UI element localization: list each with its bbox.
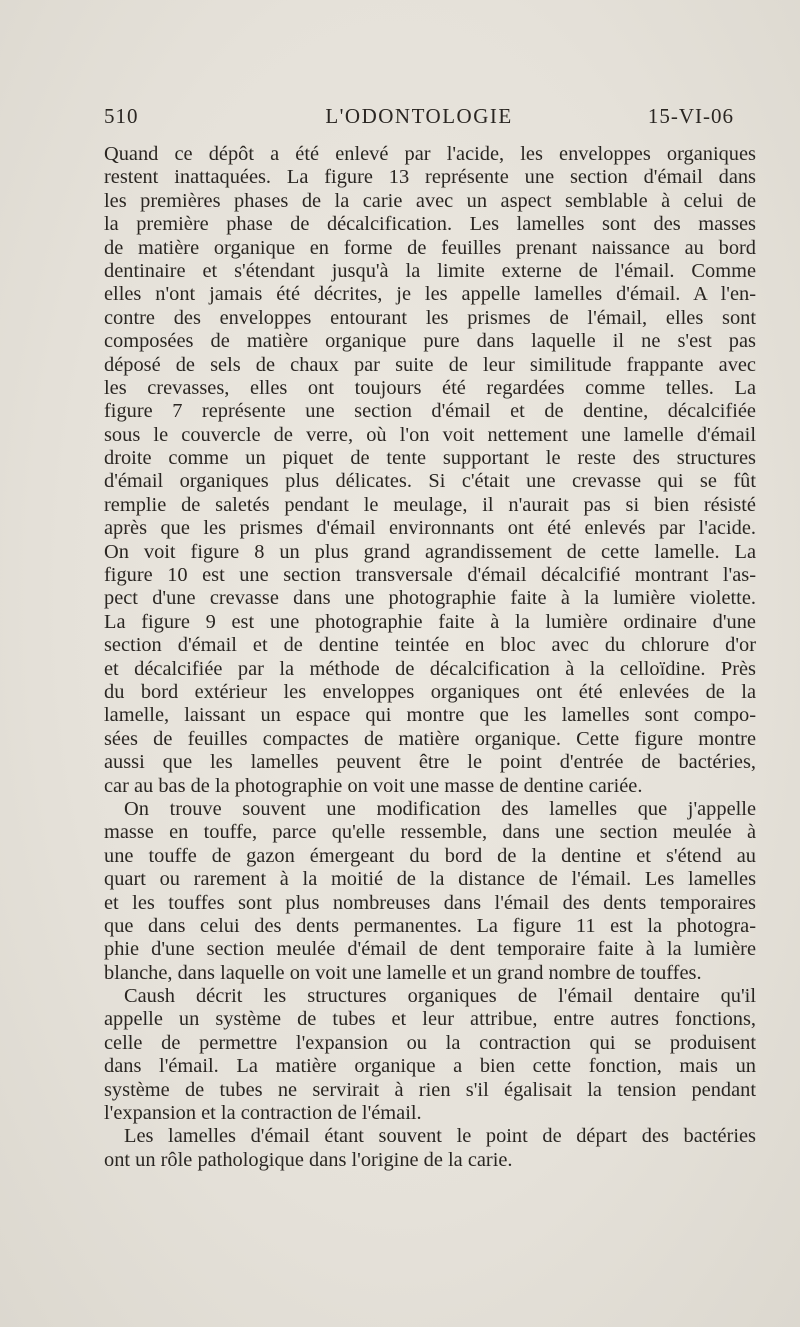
text-line: déposé de sels de chaux par suite de leur similitude frappante avec bbox=[104, 353, 756, 376]
paragraph bbox=[104, 143, 756, 798]
text-line: du bord extérieur les enveloppes organiques ont été enlevées de la bbox=[104, 680, 756, 703]
text-line: On trouve souvent une modification des lamelles que j'appelle bbox=[124, 797, 756, 820]
issue-date: 15-VI-06 bbox=[647, 104, 734, 128]
text-line: remplie de saletés pendant le meulage, il n'aurait pas si bien résisté bbox=[104, 493, 756, 516]
text-line: figure 10 est une section transversale d'émail décalcifié montrant l'as- bbox=[104, 564, 756, 587]
text-line: Les lamelles d'émail étant souvent le point de départ des bactéries bbox=[124, 1125, 756, 1148]
text-line: Caush décrit les structures organiques de l'émail dentaire qu'il bbox=[124, 985, 756, 1008]
text-line: composées de matière organique pure dans laquelle il ne s'est pas bbox=[104, 330, 756, 353]
text-line: une touffe de gazon émergeant du bord de la dentine et s'étend au bbox=[104, 844, 756, 867]
text-line: après que les prismes d'émail environnants ont été enlevés par l'acide. bbox=[104, 517, 756, 540]
text-line: phie d'une section meulée d'émail de dent temporaire faite à la lumière bbox=[104, 938, 756, 961]
text-line: Quand ce dépôt a été enlevé par l'acide, les enveloppes organiques bbox=[104, 143, 756, 165]
text-line: blanche, dans laquelle on voit une lamelle et un grand nombre de touffes. bbox=[104, 961, 702, 984]
paragraph bbox=[104, 985, 756, 1125]
text-line: la première phase de décalcification. Les lamelles sont des masses bbox=[104, 213, 756, 236]
text-line: droite comme un piquet de tente supportant le reste des structures bbox=[104, 447, 756, 470]
text-line: contre des enveloppes entourant les prismes de l'émail, elles sont bbox=[104, 306, 756, 329]
text-line: celle de permettre l'expansion ou la contraction qui se produisent bbox=[104, 1031, 756, 1054]
text-line: sous le couvercle de verre, où l'on voit nettement une lamelle d'émail bbox=[104, 423, 756, 446]
text-line: les crevasses, elles ont toujours été regardées comme telles. La bbox=[104, 376, 756, 399]
text-line: La figure 9 est une photographie faite à la lumière ordinaire d'une bbox=[104, 610, 756, 633]
running-head bbox=[104, 104, 734, 136]
text-line: lamelle, laissant un espace qui montre que les lamelles sont compo- bbox=[104, 704, 756, 727]
text-line: système de tubes ne servirait à rien s'il égalisait la tension pendant bbox=[104, 1078, 756, 1101]
text-line: quart ou rarement à la moitié de la distance de l'émail. Les lamelles bbox=[104, 868, 756, 891]
text-line: figure 7 représente une section d'émail et de dentine, décalcifiée bbox=[104, 400, 756, 423]
text-line: les premières phases de la carie avec un aspect semblable à celui de bbox=[104, 189, 756, 212]
text-line: pect d'une crevasse dans une photographie faite à la lumière violette. bbox=[104, 587, 756, 610]
paragraph bbox=[104, 798, 756, 985]
text-line: ont un rôle pathologique dans l'origine de la carie. bbox=[104, 1148, 513, 1171]
text-line: On voit figure 8 un plus grand agrandissement de cette lamelle. La bbox=[104, 540, 756, 563]
text-line: elles n'ont jamais été décrites, je les appelle lamelles d'émail. A l'en- bbox=[104, 283, 756, 306]
text-line: de matière organique en forme de feuilles prenant naissance au bord bbox=[104, 236, 756, 259]
page-number: 510 bbox=[104, 104, 139, 128]
text-line: restent inattaquées. La figure 13 représente une section d'émail dans bbox=[104, 166, 756, 189]
paragraph bbox=[104, 1125, 756, 1172]
text-line: l'expansion et la contraction de l'émail. bbox=[104, 1102, 422, 1125]
text-line: appelle un système de tubes et leur attribue, entre autres fonctions, bbox=[104, 1008, 756, 1031]
text-line: section d'émail et de dentine teintée en bloc avec du chlorure d'or bbox=[104, 634, 756, 657]
text-line: car au bas de la photographie on voit une masse de dentine cariée. bbox=[104, 774, 643, 797]
text-line: d'émail organiques plus délicates. Si c'était une crevasse qui se fût bbox=[104, 470, 756, 493]
text-line: masse en touffe, parce qu'elle ressemble, dans une section meulée à bbox=[104, 821, 756, 844]
text-line: que dans celui des dents permanentes. La figure 11 est la photogra- bbox=[104, 914, 756, 937]
journal-title: L'ODONTOLOGIE bbox=[325, 104, 513, 128]
text-line: aussi que les lamelles peuvent être le point d'entrée de bactéries, bbox=[104, 751, 756, 774]
text-line: et les touffes sont plus nombreuses dans l'émail des dents temporaires bbox=[104, 891, 756, 914]
text-line: dentinaire et s'étendant jusqu'à la limite externe de l'émail. Comme bbox=[104, 259, 756, 282]
text-line: sées de feuilles compactes de matière organique. Cette figure montre bbox=[104, 727, 756, 750]
body-text bbox=[104, 143, 756, 1172]
text-line: et décalcifiée par la méthode de décalcification à la celloïdine. Près bbox=[104, 657, 756, 680]
text-line: dans l'émail. La matière organique a bien cette fonction, mais un bbox=[104, 1055, 756, 1078]
